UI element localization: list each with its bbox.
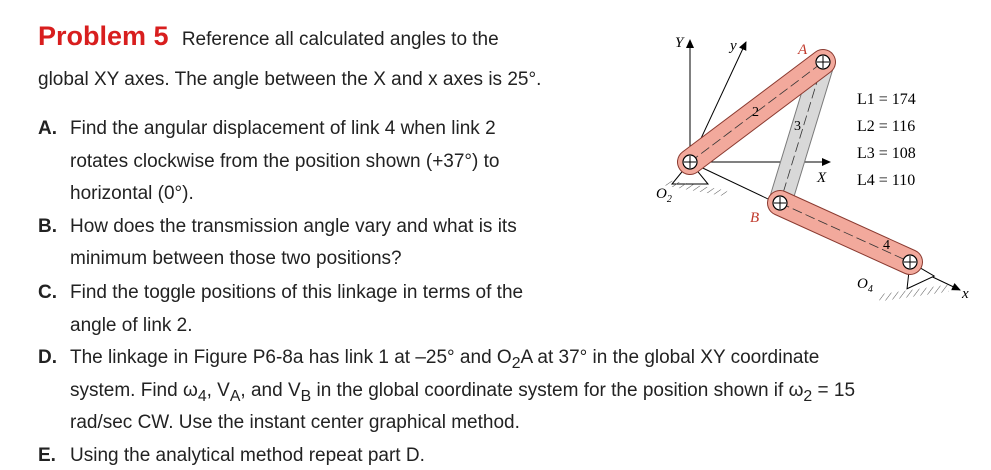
point-a-label: A [798, 42, 808, 58]
axis-Y-label: Y [675, 35, 684, 51]
link-4-rocker [780, 203, 910, 262]
part-a-line-3: horizontal (0°). [70, 183, 194, 204]
axis-x-label: x [962, 286, 969, 302]
pin-o2-icon [683, 155, 697, 169]
link-2-label: 2 [752, 105, 759, 120]
pin-o4-icon [903, 255, 917, 269]
problem-heading-line [38, 21, 499, 52]
part-c-line-1: Find the toggle positions of this linkage in terms of the [70, 282, 524, 303]
axis-y-label: y [730, 38, 737, 54]
part-d-line-3: rad/sec CW. Use the instant center graphical method. [70, 412, 520, 433]
part-b-line-2: minimum between those two positions? [70, 248, 402, 269]
problem-title: Problem 5 [38, 21, 169, 51]
pin-b-icon [773, 196, 787, 210]
part-d-label: D. [38, 347, 57, 368]
part-a-line-1: Find the angular displacement of link 4 when link 2 [70, 118, 496, 139]
part-c-label: C. [38, 282, 57, 303]
intro-line-2: global XY axes. The angle between the X and x axes is 25°. [38, 69, 542, 90]
length-l1: L1 = 174 [857, 91, 916, 108]
pivot-o4-label: $O_4$ [857, 276, 873, 295]
part-e-label: E. [38, 445, 56, 466]
pin-a-icon [816, 55, 830, 69]
part-e-line-1: Using the analytical method repeat part D. [70, 445, 425, 466]
link-3-label: 3 [794, 119, 801, 134]
length-l4: L4 = 110 [857, 172, 916, 189]
part-b-label: B. [38, 216, 57, 237]
part-a-label: A. [38, 118, 57, 139]
length-l3: L3 = 108 [857, 145, 916, 162]
pivot-o2-label: $O_2$ [656, 186, 672, 205]
part-d-line-1: The linkage in Figure P6-8a has link 1 at –25° and $O_2A$ at 37° in the global XY coordinate [70, 347, 820, 372]
intro-line-1: Reference all calculated angles to the [181, 29, 499, 50]
axis-X-label: X [817, 170, 827, 186]
length-l2: L2 = 116 [857, 118, 916, 135]
part-c-line-2: angle of link 2. [70, 315, 193, 336]
link-4-label: 4 [883, 238, 890, 253]
fourbar-linkage-figure [600, 25, 991, 315]
part-b-line-1: How does the transmission angle vary and what is its [70, 216, 517, 237]
part-a-line-2: rotates clockwise from the position shown (+37°) to [70, 151, 500, 172]
point-b-label: B [750, 210, 760, 226]
part-d-line-2: system. Find $\omega_4$, $V_A$, and $V_B$ in the global coordinate system for the position shown if $\omega_2 = 15$ [70, 380, 856, 405]
